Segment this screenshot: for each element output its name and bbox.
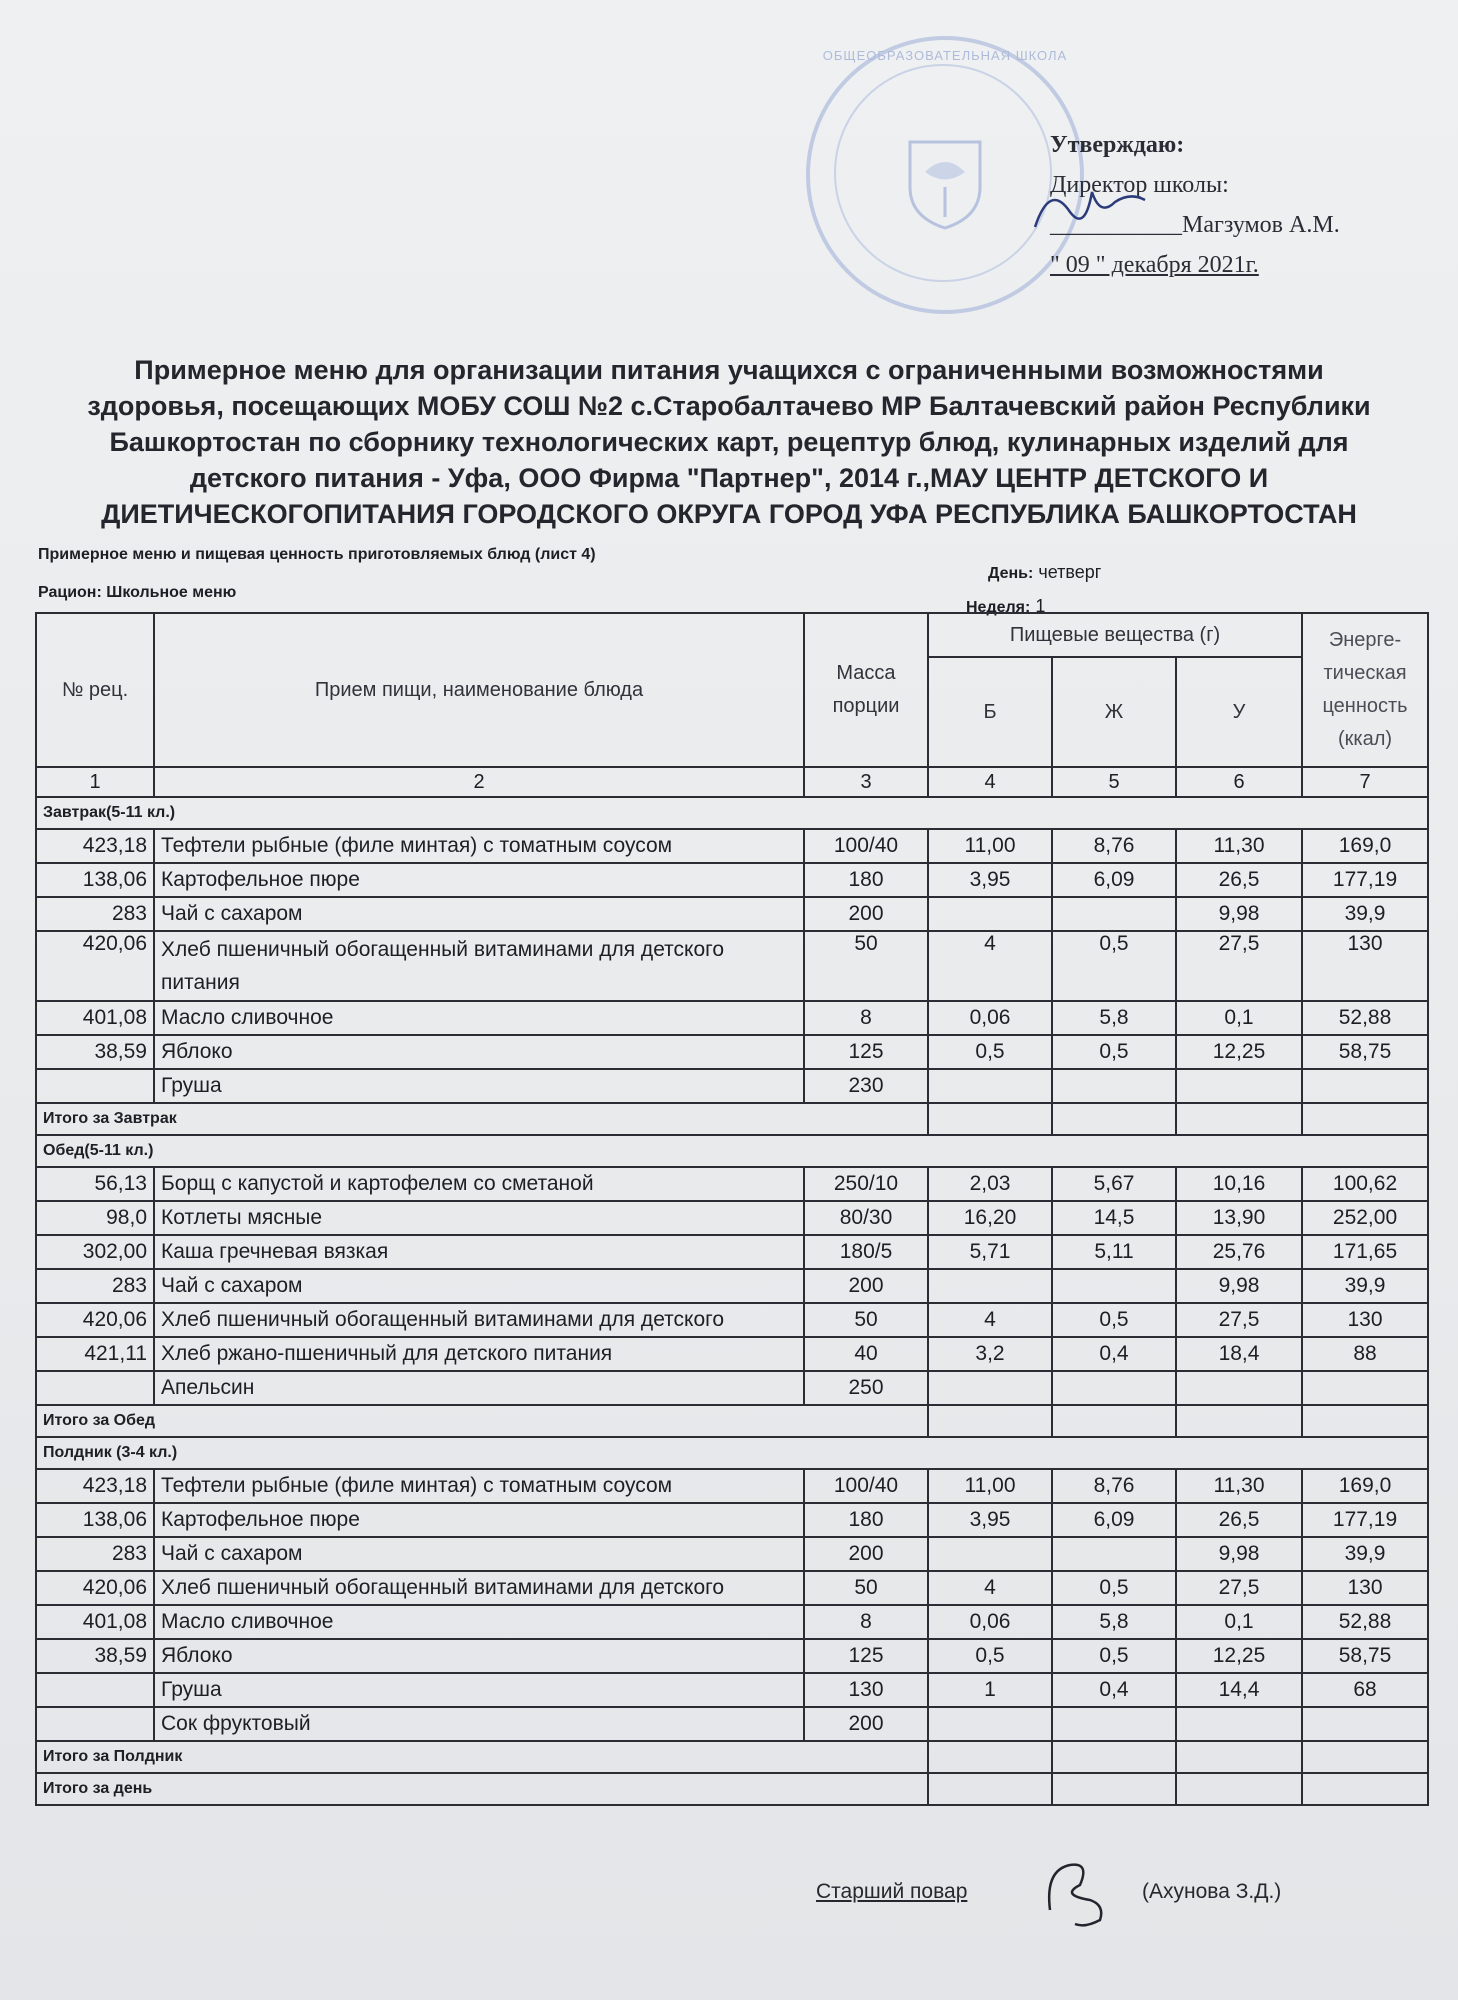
table-row — [36, 1571, 1428, 1605]
section-title: Полдник (3-4 кл.) — [36, 1437, 1428, 1469]
menu-dish: Хлеб ржано-пшеничный для детского питания — [154, 1337, 804, 1371]
menu-zh — [1052, 1537, 1176, 1571]
menu-dish: Груша — [154, 1673, 804, 1707]
menu-kcal: 88 — [1302, 1337, 1428, 1371]
approval-signature-line: ___________Магзумов А.М. — [1050, 212, 1340, 238]
menu-u — [1176, 1371, 1302, 1405]
menu-zh: 14,5 — [1052, 1201, 1176, 1235]
menu-u: 11,30 — [1176, 1469, 1302, 1503]
cook-signature-icon — [1030, 1850, 1120, 1930]
header-energy: Энерге-тическая ценность (ккал) — [1302, 613, 1428, 767]
total-label: Итого за Полдник — [36, 1741, 928, 1773]
approval-position: Директор школы: — [1050, 172, 1229, 198]
menu-dish: Тефтели рыбные (филе минтая) с томатным соусом — [154, 1469, 804, 1503]
menu-mass: 200 — [804, 1707, 928, 1741]
total-label: Итого за Завтрак — [36, 1103, 928, 1135]
menu-b: 16,20 — [928, 1201, 1052, 1235]
col-number: 7 — [1302, 767, 1428, 797]
table-row — [36, 1269, 1428, 1303]
menu-zh: 0,5 — [1052, 1303, 1176, 1337]
day-total-row — [36, 1773, 1428, 1805]
menu-dish: Масло сливочное — [154, 1605, 804, 1639]
section-title: Обед(5-11 кл.) — [36, 1135, 1428, 1167]
header-nutrients: Пищевые вещества (г) — [928, 613, 1302, 657]
menu-u: 14,4 — [1176, 1673, 1302, 1707]
menu-b: 3,2 — [928, 1337, 1052, 1371]
total-label: Итого за Обед — [36, 1405, 928, 1437]
menu-mass: 230 — [804, 1069, 928, 1103]
title-line: здоровья, посещающих МОБУ СОШ №2 с.Старобалтачево МР Балтачевский район Республики — [87, 391, 1371, 421]
menu-u — [1176, 1069, 1302, 1103]
menu-dish: Хлеб пшеничный обогащенный витаминами для детского питания — [154, 931, 804, 1001]
menu-rec: 56,13 — [36, 1167, 154, 1201]
menu-b: 1 — [928, 1673, 1052, 1707]
menu-kcal — [1302, 1069, 1428, 1103]
menu-dish: Котлеты мясные — [154, 1201, 804, 1235]
menu-zh: 0,5 — [1052, 1035, 1176, 1069]
menu-dish: Масло сливочное — [154, 1001, 804, 1035]
menu-zh: 0,5 — [1052, 1571, 1176, 1605]
menu-kcal: 52,88 — [1302, 1605, 1428, 1639]
menu-rec: 423,18 — [36, 829, 154, 863]
menu-mass: 8 — [804, 1001, 928, 1035]
menu-u: 9,98 — [1176, 1269, 1302, 1303]
menu-rec: 420,06 — [36, 1303, 154, 1337]
menu-dish: Сок фруктовый — [154, 1707, 804, 1741]
menu-kcal: 252,00 — [1302, 1201, 1428, 1235]
menu-table — [35, 612, 1429, 1806]
menu-kcal: 169,0 — [1302, 1469, 1428, 1503]
header-mass: Масса порции — [804, 613, 928, 767]
menu-u: 27,5 — [1176, 1303, 1302, 1337]
menu-u: 18,4 — [1176, 1337, 1302, 1371]
menu-u: 25,76 — [1176, 1235, 1302, 1269]
menu-kcal: 52,88 — [1302, 1001, 1428, 1035]
menu-kcal: 68 — [1302, 1673, 1428, 1707]
table-row — [36, 1707, 1428, 1741]
col-number: 5 — [1052, 767, 1176, 797]
menu-dish: Апельсин — [154, 1371, 804, 1405]
menu-kcal: 39,9 — [1302, 1269, 1428, 1303]
menu-rec: 401,08 — [36, 1001, 154, 1035]
director-signature-icon — [1030, 172, 1150, 242]
menu-rec: 401,08 — [36, 1605, 154, 1639]
signature-footer — [816, 1880, 1282, 1904]
section-row — [36, 797, 1428, 829]
menu-rec: 283 — [36, 1269, 154, 1303]
total-row — [36, 1405, 1428, 1437]
menu-kcal: 39,9 — [1302, 897, 1428, 931]
menu-mass: 250/10 — [804, 1167, 928, 1201]
menu-u: 13,90 — [1176, 1201, 1302, 1235]
menu-rec — [36, 1707, 154, 1741]
menu-mass: 80/30 — [804, 1201, 928, 1235]
menu-mass: 180 — [804, 863, 928, 897]
menu-mass: 50 — [804, 1571, 928, 1605]
menu-mass: 130 — [804, 1673, 928, 1707]
week-value: 1 — [1035, 596, 1046, 616]
menu-mass: 200 — [804, 897, 928, 931]
menu-mass: 100/40 — [804, 829, 928, 863]
menu-rec: 38,59 — [36, 1035, 154, 1069]
menu-zh: 5,8 — [1052, 1605, 1176, 1639]
menu-rec: 283 — [36, 1537, 154, 1571]
menu-b: 11,00 — [928, 829, 1052, 863]
menu-rec: 420,06 — [36, 1571, 154, 1605]
table-row — [36, 931, 1428, 1001]
menu-zh — [1052, 897, 1176, 931]
menu-mass: 125 — [804, 1035, 928, 1069]
menu-b: 0,5 — [928, 1035, 1052, 1069]
menu-kcal: 177,19 — [1302, 863, 1428, 897]
header-rec: № рец. — [36, 613, 154, 767]
menu-b: 5,71 — [928, 1235, 1052, 1269]
menu-dish: Чай с сахаром — [154, 1537, 804, 1571]
column-number-row — [36, 767, 1428, 797]
menu-u: 27,5 — [1176, 1571, 1302, 1605]
table-row — [36, 1537, 1428, 1571]
menu-kcal: 169,0 — [1302, 829, 1428, 863]
menu-u: 12,25 — [1176, 1035, 1302, 1069]
menu-b: 11,00 — [928, 1469, 1052, 1503]
header-u: У — [1176, 657, 1302, 767]
title-line: Башкортостан по сборнику технологических карт, рецептур блюд, кулинарных изделий для — [109, 427, 1349, 457]
menu-rec: 38,59 — [36, 1639, 154, 1673]
menu-b — [928, 1707, 1052, 1741]
menu-mass: 50 — [804, 1303, 928, 1337]
title-line: Примерное меню для организации питания учащихся с ограниченными возможностями — [134, 355, 1324, 385]
menu-b: 0,06 — [928, 1605, 1052, 1639]
menu-zh: 0,4 — [1052, 1673, 1176, 1707]
table-row — [36, 1303, 1428, 1337]
menu-b: 4 — [928, 1303, 1052, 1337]
menu-zh: 0,5 — [1052, 931, 1176, 1001]
table-row — [36, 1673, 1428, 1707]
approval-heading: Утверждаю: — [1050, 132, 1185, 158]
menu-u: 10,16 — [1176, 1167, 1302, 1201]
table-row — [36, 1371, 1428, 1405]
menu-dish: Чай с сахаром — [154, 1269, 804, 1303]
menu-b: 4 — [928, 931, 1052, 1001]
menu-zh — [1052, 1707, 1176, 1741]
menu-u: 27,5 — [1176, 931, 1302, 1001]
menu-zh: 8,76 — [1052, 1469, 1176, 1503]
col-number: 1 — [36, 767, 154, 797]
menu-kcal: 130 — [1302, 1571, 1428, 1605]
menu-u: 12,25 — [1176, 1639, 1302, 1673]
section-row — [36, 1135, 1428, 1167]
stamp-text: ОБЩЕОБРАЗОВАТЕЛЬНАЯ ШКОЛА — [822, 48, 1068, 63]
menu-dish: Яблоко — [154, 1035, 804, 1069]
table-row — [36, 863, 1428, 897]
day-label: День: — [988, 565, 1034, 582]
menu-u — [1176, 1707, 1302, 1741]
menu-b — [928, 1371, 1052, 1405]
menu-zh: 0,5 — [1052, 1639, 1176, 1673]
cook-position: Старший повар — [816, 1880, 968, 1903]
menu-rec: 98,0 — [36, 1201, 154, 1235]
menu-b: 0,5 — [928, 1639, 1052, 1673]
menu-mass: 50 — [804, 931, 928, 1001]
menu-dish: Картофельное пюре — [154, 1503, 804, 1537]
header-zh: Ж — [1052, 657, 1176, 767]
day-total-label: Итого за день — [36, 1773, 928, 1805]
col-number: 2 — [154, 767, 804, 797]
menu-rec: 138,06 — [36, 863, 154, 897]
menu-b — [928, 1069, 1052, 1103]
menu-b: 3,95 — [928, 1503, 1052, 1537]
menu-kcal: 58,75 — [1302, 1639, 1428, 1673]
menu-mass: 180 — [804, 1503, 928, 1537]
table-row — [36, 1469, 1428, 1503]
table-row — [36, 1605, 1428, 1639]
menu-mass: 8 — [804, 1605, 928, 1639]
emblem-icon — [900, 132, 990, 232]
menu-dish: Чай с сахаром — [154, 897, 804, 931]
menu-body — [36, 797, 1428, 1805]
col-number: 3 — [804, 767, 928, 797]
menu-u: 0,1 — [1176, 1605, 1302, 1639]
menu-zh — [1052, 1069, 1176, 1103]
menu-zh: 5,8 — [1052, 1001, 1176, 1035]
menu-rec: 423,18 — [36, 1469, 154, 1503]
menu-b — [928, 897, 1052, 931]
menu-mass: 100/40 — [804, 1469, 928, 1503]
title-line: детского питания - Уфа, ООО Фирма "Партнер", 2014 г.,МАУ ЦЕНТР ДЕТСКОГО И — [189, 463, 1269, 493]
menu-rec: 302,00 — [36, 1235, 154, 1269]
menu-zh: 5,67 — [1052, 1167, 1176, 1201]
table-row — [36, 1337, 1428, 1371]
menu-zh — [1052, 1371, 1176, 1405]
header-dish: Прием пищи, наименование блюда — [154, 613, 804, 767]
menu-kcal: 100,62 — [1302, 1167, 1428, 1201]
table-row — [36, 829, 1428, 863]
table-row — [36, 1035, 1428, 1069]
menu-mass: 125 — [804, 1639, 928, 1673]
menu-kcal: 171,65 — [1302, 1235, 1428, 1269]
day-field — [988, 562, 1101, 583]
menu-kcal: 130 — [1302, 931, 1428, 1001]
table-row — [36, 1235, 1428, 1269]
menu-b: 4 — [928, 1571, 1052, 1605]
table-row — [36, 1001, 1428, 1035]
menu-dish: Хлеб пшеничный обогащенный витаминами для детского — [154, 1571, 804, 1605]
menu-u: 0,1 — [1176, 1001, 1302, 1035]
sheet-label: Примерное меню и пищевая ценность приготовляемых блюд (лист 4) — [38, 546, 596, 563]
menu-u: 26,5 — [1176, 1503, 1302, 1537]
menu-u: 11,30 — [1176, 829, 1302, 863]
ration-label: Рацион: Школьное меню — [38, 584, 237, 601]
section-row — [36, 1437, 1428, 1469]
day-value: четверг — [1038, 562, 1102, 582]
total-row — [36, 1741, 1428, 1773]
menu-b: 0,06 — [928, 1001, 1052, 1035]
menu-dish: Каша гречневая вязкая — [154, 1235, 804, 1269]
section-title: Завтрак(5-11 кл.) — [36, 797, 1428, 829]
menu-mass: 200 — [804, 1269, 928, 1303]
menu-kcal: 39,9 — [1302, 1537, 1428, 1571]
col-number: 6 — [1176, 767, 1302, 797]
menu-zh: 8,76 — [1052, 829, 1176, 863]
table-header-row — [36, 613, 1428, 657]
menu-kcal: 177,19 — [1302, 1503, 1428, 1537]
table-row — [36, 1069, 1428, 1103]
menu-kcal — [1302, 1707, 1428, 1741]
menu-u: 26,5 — [1176, 863, 1302, 897]
table-row — [36, 1639, 1428, 1673]
menu-u: 9,98 — [1176, 1537, 1302, 1571]
menu-mass: 200 — [804, 1537, 928, 1571]
menu-zh — [1052, 1269, 1176, 1303]
menu-rec — [36, 1673, 154, 1707]
menu-dish: Картофельное пюре — [154, 863, 804, 897]
menu-b — [928, 1537, 1052, 1571]
menu-dish: Тефтели рыбные (филе минтая) с томатным соусом — [154, 829, 804, 863]
table-row — [36, 1167, 1428, 1201]
menu-rec: 420,06 — [36, 931, 154, 1001]
menu-zh: 0,4 — [1052, 1337, 1176, 1371]
total-row — [36, 1103, 1428, 1135]
menu-kcal: 58,75 — [1302, 1035, 1428, 1069]
col-number: 4 — [928, 767, 1052, 797]
menu-rec: 283 — [36, 897, 154, 931]
menu-rec — [36, 1371, 154, 1405]
menu-kcal: 130 — [1302, 1303, 1428, 1337]
title-line: ДИЕТИЧЕСКОГОПИТАНИЯ ГОРОДСКОГО ОКРУГА ГОРОД УФА РЕСПУБЛИКА БАШКОРТОСТАН — [101, 499, 1357, 529]
menu-kcal — [1302, 1371, 1428, 1405]
menu-dish: Яблоко — [154, 1639, 804, 1673]
week-label: Неделя: — [966, 599, 1031, 616]
menu-zh: 6,09 — [1052, 863, 1176, 897]
menu-b: 3,95 — [928, 863, 1052, 897]
table-row — [36, 1503, 1428, 1537]
menu-b: 2,03 — [928, 1167, 1052, 1201]
menu-mass: 180/5 — [804, 1235, 928, 1269]
menu-dish: Борщ с капустой и картофелем со сметаной — [154, 1167, 804, 1201]
menu-dish: Хлеб пшеничный обогащенный витаминами для детского — [154, 1303, 804, 1337]
menu-rec: 138,06 — [36, 1503, 154, 1537]
menu-u: 9,98 — [1176, 897, 1302, 931]
menu-zh: 6,09 — [1052, 1503, 1176, 1537]
menu-rec: 421,11 — [36, 1337, 154, 1371]
document-title — [40, 352, 1418, 532]
menu-b — [928, 1269, 1052, 1303]
table-row — [36, 897, 1428, 931]
approval-date: " 09 " декабря 2021г. — [1050, 252, 1259, 278]
menu-dish: Груша — [154, 1069, 804, 1103]
cook-name: (Ахунова З.Д.) — [1142, 1880, 1282, 1903]
menu-zh: 5,11 — [1052, 1235, 1176, 1269]
menu-mass: 250 — [804, 1371, 928, 1405]
menu-rec — [36, 1069, 154, 1103]
header-b: Б — [928, 657, 1052, 767]
table-row — [36, 1201, 1428, 1235]
menu-mass: 40 — [804, 1337, 928, 1371]
